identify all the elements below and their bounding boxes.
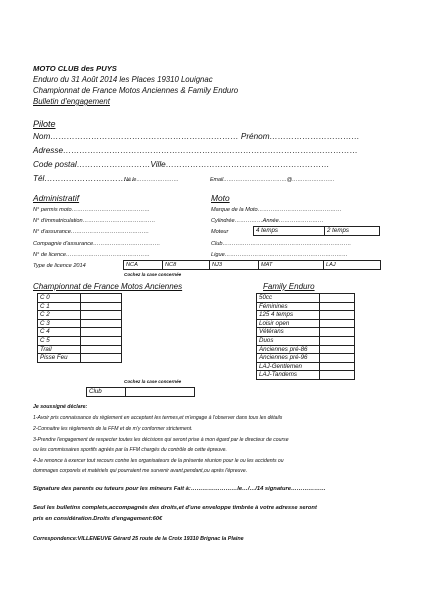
moteur-label: Moteur (211, 229, 229, 235)
declaration-line-3b: ou les commissaires sportifs agréés par la FFM chargés du contrôle de cette épreuve. (33, 447, 227, 453)
table-row (38, 345, 122, 354)
tel-field[interactable]: Tél…………………………… (33, 174, 135, 183)
family-check-cell[interactable] (320, 319, 355, 328)
form-title: Bulletin d'engagement (33, 97, 110, 106)
table-row (38, 336, 122, 345)
cfma-check-cell[interactable] (81, 294, 122, 303)
note-line-2: pris en considération.Droits d'engagement:60€ (33, 516, 163, 522)
family-pre96[interactable]: Anciennes pré-96 (257, 354, 320, 363)
table-row (257, 354, 355, 363)
club-name: MOTO CLUB des PUYS (33, 64, 117, 73)
family-table (256, 293, 355, 380)
declaration-line-4a: 4-Je renonce à exercer tout recours contre les organisateurs de la présente réunion pour le ou les accidents ou (33, 458, 284, 464)
table-row (257, 294, 355, 303)
note-line-1: Seul les bulletins complets,accompagnés des droits,et d'une enveloppe timbrée à votre adresse seront (33, 505, 317, 511)
table-row (257, 311, 355, 320)
club-table (86, 387, 195, 397)
cfma-title: Championnat de France Motos Anciennes (33, 282, 183, 291)
table-row (38, 354, 122, 363)
assurance-field[interactable]: N° d'assurance…………………………………… (33, 229, 150, 235)
declaration-intro: Je soussigné déclare: (33, 404, 88, 410)
family-50cc[interactable]: 50cc (257, 294, 320, 303)
compagnie-field[interactable]: Compagnie d'assurance……………………………… (33, 241, 161, 247)
licence-mat-cell[interactable]: MAT (259, 261, 324, 270)
table-row (257, 371, 355, 380)
declaration-line-1: 1-Avoir pris connaissance du règlement en acceptant les termes,et m'engage à l'observer dans tous les détails (33, 415, 283, 421)
table-row (257, 328, 355, 337)
cfma-c5[interactable]: C 5 (38, 336, 81, 345)
cfma-check-cell[interactable] (81, 328, 122, 337)
table-row (257, 319, 355, 328)
family-check-cell[interactable] (320, 345, 355, 354)
event-line: Enduro du 31 Août 2014 les Places 19310 Louignac (33, 75, 213, 84)
cfma-check-cell[interactable] (81, 354, 122, 363)
licence-nj3-cell[interactable]: NJ3 (210, 261, 259, 270)
cfma-c3[interactable]: C 3 (38, 319, 81, 328)
family-pre86[interactable]: Anciennes pré-86 (257, 345, 320, 354)
family-feminines[interactable]: Féminines (257, 302, 320, 311)
family-duos[interactable]: Duos (257, 336, 320, 345)
table-row (257, 336, 355, 345)
cfma-c0[interactable]: C 0 (38, 294, 81, 303)
correspondence-line: Correspondence:VILLENEUVE Gérard 25 route de la Croix 19310 Brignac la Plaine (33, 536, 244, 542)
cfma-c2[interactable]: C 2 (38, 311, 81, 320)
licence-type-table (123, 260, 381, 270)
championship-line: Championnat de France Motos Anciennes & Family Enduro (33, 86, 239, 95)
nom-field[interactable]: Nom…………………………………………………………… Prénom…………………………… (33, 132, 360, 141)
cylindree-field[interactable]: Cylindrée……………Année…………………… (211, 218, 324, 224)
family-check-cell[interactable] (320, 311, 355, 320)
family-check-cell[interactable] (320, 294, 355, 303)
pilote-title: Pilote (33, 119, 56, 129)
type-licence-label: Type de licence 2014 (33, 263, 86, 269)
family-check-cell[interactable] (320, 336, 355, 345)
family-title: Family Enduro (263, 282, 315, 291)
club-check-cell[interactable] (126, 388, 195, 397)
cfma-c4[interactable]: C 4 (38, 328, 81, 337)
family-check-cell[interactable] (320, 354, 355, 363)
moteur-table (253, 226, 380, 236)
licence-nc8-cell[interactable]: NC8 (163, 261, 210, 270)
licence-field[interactable]: N° de licence……………………………………… (33, 252, 150, 258)
cfma-check-cell[interactable] (81, 345, 122, 354)
family-check-cell[interactable] (320, 371, 355, 380)
licence-nca-cell[interactable]: NCA (124, 261, 163, 270)
moteur-4temps-cell[interactable]: 4 temps (254, 227, 325, 236)
table-row (38, 328, 122, 337)
permis-field[interactable]: N° permis moto…………………………………… (33, 207, 150, 213)
cfma-trail[interactable]: Trail (38, 345, 81, 354)
declaration-line-2: 2-Connaitre les règlements de la FFM et de m'y conformer strictement. (33, 426, 193, 432)
table-row (38, 294, 122, 303)
moto-title: Moto (211, 193, 230, 203)
family-laj-tandems[interactable]: LAJ-Tandems (257, 371, 320, 380)
cfma-table (37, 293, 122, 363)
immatriculation-field[interactable]: N° d'immatriculation………………………………… (33, 218, 156, 224)
family-125[interactable]: 125 4 temps (257, 311, 320, 320)
ligue-field[interactable]: Ligue………………………………………………………… (211, 252, 348, 258)
cfma-check-cell[interactable] (81, 311, 122, 320)
table-row (257, 345, 355, 354)
declaration-line-3a: 3-Prendre l'engagement de respecter toutes les décisions qui seront prise à mon égard par le directeur de course (33, 437, 289, 443)
family-check-cell[interactable] (320, 362, 355, 371)
cochez-label-1: Cochez la case concernée (124, 272, 182, 277)
moteur-2temps-cell[interactable]: 2 temps (325, 227, 380, 236)
email-field[interactable]: Email………………………………@…………………… (210, 177, 335, 183)
table-row (257, 302, 355, 311)
cfma-check-cell[interactable] (81, 336, 122, 345)
cfma-check-cell[interactable] (81, 302, 122, 311)
family-loisir[interactable]: Loisir open (257, 319, 320, 328)
table-row (38, 319, 122, 328)
adresse-field[interactable]: Adresse……………………………………………………………………………………………… (33, 146, 358, 155)
family-check-cell[interactable] (320, 302, 355, 311)
licence-laj-cell[interactable]: LAJ (324, 261, 381, 270)
ne-le-field[interactable]: Né le…………………… (124, 177, 179, 183)
family-check-cell[interactable] (320, 328, 355, 337)
signature-line[interactable]: Signature des parents ou tuteurs pour les mineurs Fait à:……………………le…/…/14 signature……………… (33, 486, 326, 492)
table-row (38, 311, 122, 320)
declaration-line-4b: dommages corporels et matériels qui pourraient me survenir avant,pendant,ou après l'épreuve. (33, 468, 248, 474)
marque-field[interactable]: Marque de la Moto……………………………………… (211, 207, 342, 213)
family-laj-gentlemen[interactable]: LAJ-Gentlemen (257, 362, 320, 371)
cfma-check-cell[interactable] (81, 319, 122, 328)
table-row (257, 362, 355, 371)
code-postal-field[interactable]: Code postal………………………Ville…………………………………………………… (33, 160, 330, 169)
administratif-title: Administratif (33, 193, 80, 203)
club-field[interactable]: Club…………………………………………………………… (211, 241, 352, 247)
club-cell[interactable]: Club (87, 388, 126, 397)
cfma-pisse-feu[interactable]: Pisse Feu (38, 354, 81, 363)
family-veterans[interactable]: Vétérans (257, 328, 320, 337)
cochez-label-2: Cochez la case concernée (124, 379, 182, 384)
table-row (38, 302, 122, 311)
cfma-c1[interactable]: C 1 (38, 302, 81, 311)
